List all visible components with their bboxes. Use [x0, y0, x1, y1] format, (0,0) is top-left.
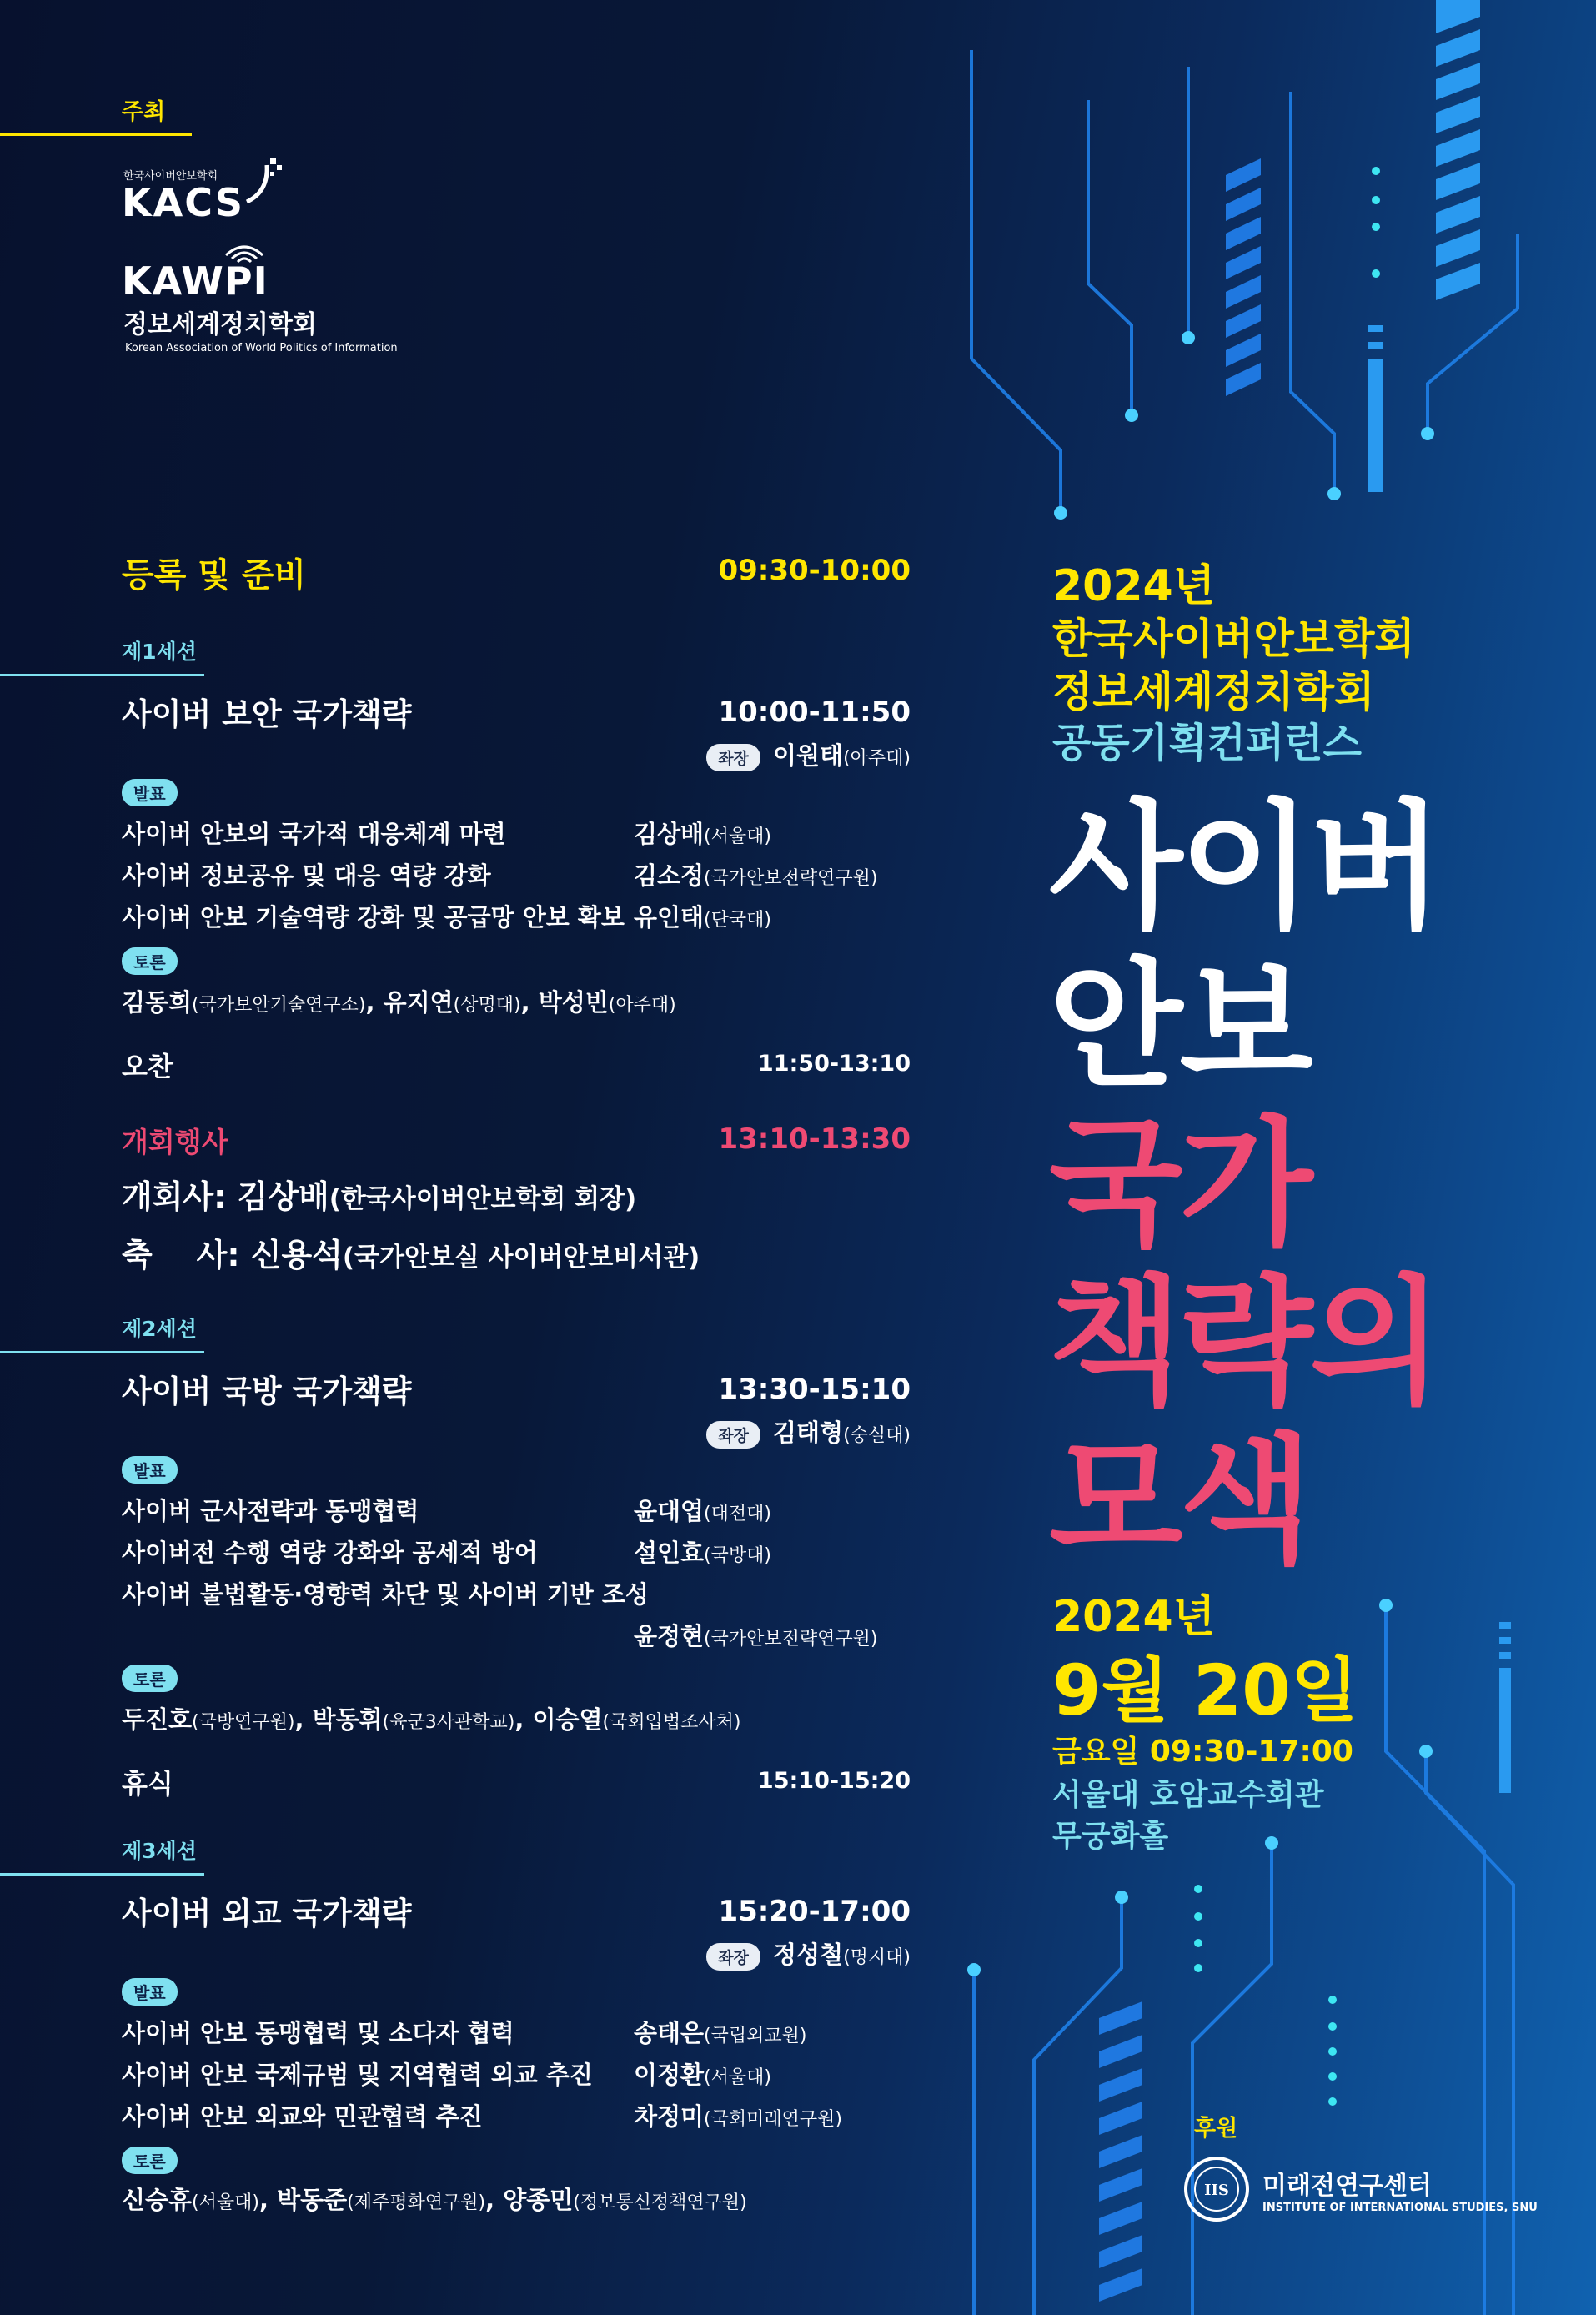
speaker-affiliation: (대전대) — [704, 1504, 771, 1524]
presentation-tag: 발표 — [122, 1978, 178, 2006]
speaker-affiliation: (국회미래연구원) — [704, 2109, 842, 2130]
presentation-title: 사이버 군사전략과 동맹협력 — [122, 1497, 419, 1525]
session2-time: 13:30-15:10 — [718, 1373, 911, 1406]
speaker-affiliation: (국립외교원) — [704, 2026, 807, 2046]
presentation-speaker — [634, 1534, 771, 1569]
presentation-speaker — [634, 2015, 806, 2049]
discussant-affiliation: (서울대) — [192, 2192, 259, 2213]
presentation-tag: 발표 — [122, 779, 178, 806]
presentation-title: 사이버 정보공유 및 대응 역량 강화 — [122, 861, 491, 890]
separator: , — [514, 1705, 533, 1734]
session3-chair — [706, 1936, 911, 1971]
session2-title: 사이버 국방 국가책략 — [122, 1373, 412, 1409]
chair-tag: 좌장 — [706, 744, 760, 771]
presentation-title: 사이버 불법활동·영향력 차단 및 사이버 기반 조성 — [122, 1580, 649, 1609]
separator: , — [365, 988, 384, 1017]
presentation-title: 사이버 안보 국제규범 및 지역협력 외교 추진 — [122, 2061, 593, 2089]
session2-divider — [0, 1351, 204, 1353]
discussant-name: 두진호 — [122, 1705, 193, 1734]
discussant-name: 이승열 — [532, 1705, 603, 1734]
speaker-name: 김상배 — [634, 820, 705, 848]
presentation-title: 사이버 안보 동맹협력 및 소다자 협력 — [122, 2019, 514, 2047]
speaker-name: 김소정 — [634, 861, 705, 890]
session3-label: 제3세션 — [122, 1839, 197, 1863]
session3-divider — [0, 1873, 204, 1876]
presentation-title: 사이버전 수행 역량 강화와 공세적 방어 — [122, 1539, 538, 1567]
main-title-line-3: 국가 — [1049, 1104, 1310, 1265]
event-date: 9월 20일 — [1052, 1650, 1358, 1731]
event-year: 2024년 — [1052, 1592, 1215, 1642]
session2-discussants — [122, 1701, 740, 1735]
speaker-affiliation: (국방대) — [704, 1545, 771, 1566]
presentation-speaker — [634, 1618, 877, 1652]
event-hall: 무궁화홀 — [1052, 1820, 1169, 1854]
session1-title: 사이버 보안 국가책략 — [122, 696, 412, 732]
wifi-signal-icon — [221, 240, 268, 265]
event-venue: 서울대 호암교수회관 — [1052, 1778, 1324, 1812]
session1-chair — [706, 737, 911, 771]
sponsor-english-name: INSTITUTE OF INTERNATIONAL STUDIES, SNU — [1262, 2202, 1538, 2214]
registration-label: 등록 및 준비 — [122, 556, 307, 595]
opening-role: 개회사: — [122, 1178, 238, 1215]
speaker-affiliation: (국가안보전략연구원) — [704, 1629, 878, 1650]
speaker-name: 윤대엽 — [634, 1497, 705, 1525]
presentation-speaker — [634, 899, 771, 933]
event-day-time: 금요일 09:30-17:00 — [1052, 1735, 1353, 1769]
organizer-2: 정보세계정치학회 — [1052, 668, 1375, 716]
presentation-speaker — [634, 1493, 771, 1527]
sponsor-name: 미래전연구센터 — [1262, 2172, 1432, 2201]
session3-time: 15:20-17:00 — [718, 1895, 911, 1928]
discussant-affiliation: (국가보안기술연구소) — [192, 995, 366, 1016]
discussant-affiliation: (정보통신정책연구원) — [573, 2192, 747, 2213]
discussant-name: 박동준 — [277, 2186, 348, 2214]
opening-affiliation: (한국사이버안보학회 회장) — [329, 1184, 637, 1214]
discussant-affiliation: (상명대) — [453, 995, 521, 1016]
main-title-line-1: 사이버 — [1049, 787, 1441, 948]
congrats-affiliation: (국가안보실 사이버안보비서관) — [342, 1243, 700, 1273]
conference-type: 공동기획컨퍼런스 — [1052, 720, 1362, 766]
separator: , — [520, 988, 539, 1017]
presentation-title: 사이버 안보 기술역량 강화 및 공급망 안보 확보 — [122, 903, 625, 932]
session1-presentations-tag — [122, 779, 178, 806]
speaker-affiliation: (서울대) — [704, 2067, 771, 2088]
break-time: 15:10-15:20 — [757, 1768, 911, 1794]
session1-discussion-tag — [122, 947, 178, 975]
separator: , — [258, 2186, 278, 2214]
snu-emblem-icon — [1184, 2157, 1249, 2222]
separator: , — [485, 2186, 504, 2214]
session3-discussants — [122, 2182, 747, 2216]
kacs-logo-mark-icon — [243, 158, 284, 208]
chair-affiliation: (아주대) — [843, 748, 911, 769]
kacs-small-text: 한국사이버안보학회 — [123, 170, 218, 183]
main-title-line-5: 모색 — [1049, 1421, 1310, 1582]
session2-label: 제2세션 — [122, 1317, 197, 1341]
session3-discussion-tag — [122, 2147, 178, 2174]
speaker-name: 윤정현 — [634, 1622, 705, 1650]
discussant-affiliation: (국방연구원) — [192, 1712, 295, 1733]
speaker-name: 유인태 — [634, 903, 705, 932]
speaker-affiliation: (서울대) — [704, 826, 771, 847]
discussant-affiliation: (제주평화연구원) — [347, 2192, 486, 2213]
speaker-name: 차정미 — [634, 2102, 705, 2131]
host-label: 주최 — [122, 99, 166, 125]
discussant-name: 양종민 — [503, 2186, 574, 2214]
discussion-tag: 토론 — [122, 2147, 178, 2174]
session2-discussion-tag — [122, 1665, 178, 1692]
discussant-affiliation: (아주대) — [608, 995, 676, 1016]
chair-name: 김태형 — [773, 1419, 844, 1447]
host-divider — [0, 133, 192, 136]
discussion-tag: 토론 — [122, 1665, 178, 1692]
speaker-affiliation: (단국대) — [704, 910, 771, 931]
session2-chair — [706, 1414, 911, 1449]
sponsor-logo-text: IIS — [1204, 2182, 1229, 2199]
presentation-speaker — [634, 2056, 771, 2091]
presentation-speaker — [634, 816, 771, 850]
discussant-affiliation: (국회입법조사처) — [602, 1712, 741, 1733]
kawpi-english-name: Korean Association of World Politics of Information — [125, 342, 398, 354]
session1-label: 제1세션 — [122, 640, 197, 664]
sponsor-label: 후원 — [1194, 2116, 1238, 2142]
discussant-name: 신승휴 — [122, 2186, 193, 2214]
presentation-tag: 발표 — [122, 1456, 178, 1484]
chair-tag: 좌장 — [706, 1421, 760, 1449]
congratulatory-address — [122, 1229, 700, 1275]
discussant-affiliation: (육군3사관학교) — [382, 1712, 515, 1733]
speaker-name: 이정환 — [634, 2061, 705, 2089]
congrats-role: 축 사: — [122, 1237, 251, 1273]
chair-affiliation: (숭실대) — [843, 1425, 911, 1446]
chair-tag: 좌장 — [706, 1943, 760, 1971]
presentation-speaker — [634, 857, 877, 891]
discussant-name: 김동희 — [122, 988, 193, 1017]
snu-emblem-graphic — [1187, 2160, 1246, 2218]
chair-name: 이원태 — [773, 741, 844, 770]
session2-presentations-tag — [122, 1456, 178, 1484]
congrats-speaker: 신용석 — [250, 1237, 343, 1273]
speaker-name: 설인효 — [634, 1539, 705, 1567]
kacs-logo: KACS — [122, 180, 244, 225]
discussant-name: 박성빈 — [538, 988, 609, 1017]
speaker-name: 송태은 — [634, 2019, 705, 2047]
opening-speaker: 김상배 — [237, 1178, 329, 1215]
opening-address — [122, 1171, 636, 1217]
presentation-speaker — [634, 2098, 842, 2132]
discussion-tag: 토론 — [122, 947, 178, 975]
presentation-title: 사이버 안보 외교와 민관협력 추진 — [122, 2102, 483, 2131]
session1-time: 10:00-11:50 — [718, 696, 911, 729]
discussant-name: 유지연 — [383, 988, 454, 1017]
chair-name: 정성철 — [773, 1941, 844, 1969]
separator: , — [294, 1705, 313, 1734]
opening-time: 13:10-13:30 — [718, 1122, 911, 1156]
registration-time: 09:30-10:00 — [718, 554, 911, 587]
speaker-affiliation: (국가안보전략연구원) — [704, 868, 878, 889]
kawpi-korean-name: 정보세계정치학회 — [123, 310, 317, 339]
session1-discussants — [122, 984, 676, 1018]
main-title-line-4: 책략의 — [1049, 1263, 1441, 1424]
presentation-title: 사이버 안보의 국가적 대응체계 마련 — [122, 820, 506, 848]
chair-affiliation: (명지대) — [843, 1947, 911, 1968]
kawpi-logo: KAWPI — [122, 259, 269, 304]
session3-presentations-tag — [122, 1978, 178, 2006]
lunch-time: 11:50-13:10 — [757, 1051, 911, 1077]
break-label: 휴식 — [122, 1768, 173, 1800]
session1-divider — [0, 674, 204, 676]
organizer-1: 한국사이버안보학회 — [1052, 615, 1415, 663]
opening-label: 개회행사 — [122, 1126, 228, 1158]
lunch-label: 오찬 — [122, 1051, 173, 1082]
main-title-line-2: 안보 — [1049, 946, 1310, 1107]
conference-year: 2024년 — [1052, 561, 1215, 611]
discussant-name: 박동휘 — [312, 1705, 383, 1734]
session3-title: 사이버 외교 국가책략 — [122, 1896, 412, 1931]
